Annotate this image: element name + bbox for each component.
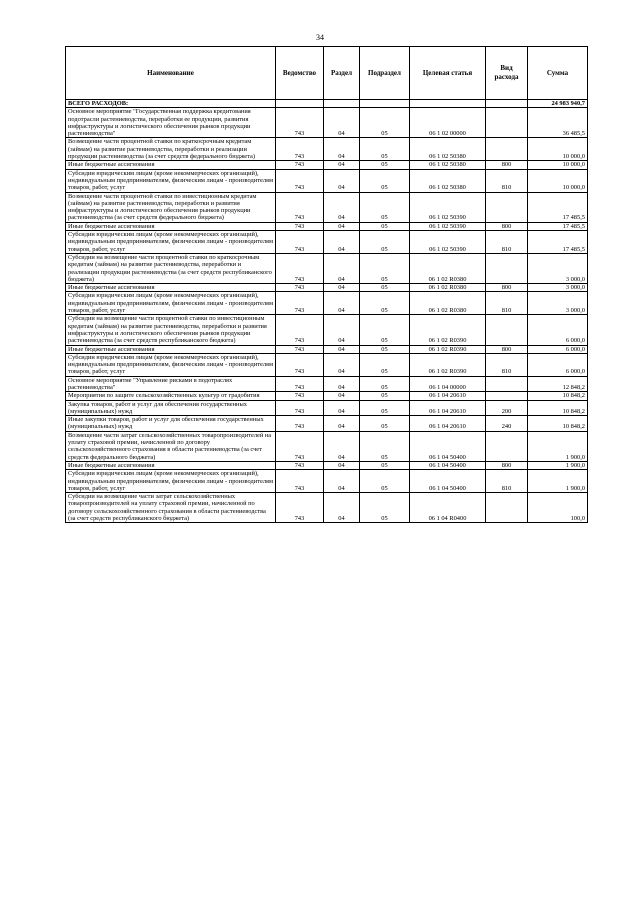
row-expense-type-cell [486,138,528,161]
row-name-cell: Субсидии юридическим лицам (кроме некоммерческих организаций), индивидуальным предпринимателям, физическим лицам - производителям товаров, работ, услуг [66,231,276,254]
row-amount-cell: 36 485,5 [528,108,588,138]
row-expense-type-cell [486,253,528,283]
row-expense-type-cell: 800 [486,345,528,353]
table-row [66,315,588,345]
row-amount-cell: 1 900,0 [528,461,588,469]
table-row [66,108,588,138]
row-expense-type-cell: 800 [486,222,528,230]
row-name-cell: Субсидии юридическим лицам (кроме некоммерческих организаций), индивидуальным предпринимателям, физическим лицам - производителям товаров, работ, услуг [66,470,276,493]
row-name-cell: Субсидии на возмещение части процентной ставки по краткосрочным кредитам (займам) на развитие растениеводства, переработки и реализации продукции растениеводства (за счет средств республиканского бюджета) [66,253,276,283]
row-department-cell: 743 [276,138,324,161]
row-department-cell: 743 [276,392,324,400]
row-department-cell: 743 [276,416,324,432]
row-amount-cell: 10 000,0 [528,161,588,169]
table-row [66,416,588,432]
row-target-cell: 06 1 02 R0380 [410,292,486,315]
row-target-cell: 06 1 02 50380 [410,169,486,192]
row-subsection-cell: 05 [360,284,410,292]
row-name-cell: Субсидии на возмещение части затрат сельскохозяйственных товаропроизводителей на уплату страховой премии, начисленной по договору сельскохозяйственного страхования в области растениеводства (за счет средств республиканского бюджета) [66,493,276,523]
row-expense-type-cell [486,493,528,523]
row-subsection-cell: 05 [360,108,410,138]
table-row [66,138,588,161]
row-subsection-cell: 05 [360,292,410,315]
header-target: Целевая статья [410,47,486,100]
table-row [66,231,588,254]
row-target-cell: 06 1 02 50390 [410,222,486,230]
row-section-cell: 04 [324,470,360,493]
row-expense-type-cell [486,392,528,400]
row-department-cell: 743 [276,493,324,523]
row-target-cell: 06 1 02 R0390 [410,315,486,345]
row-amount-cell: 100,0 [528,493,588,523]
table-row [66,392,588,400]
row-subsection-cell [360,100,410,108]
row-subsection-cell: 05 [360,353,410,376]
row-target-cell: 06 1 02 R0390 [410,345,486,353]
row-department-cell: 743 [276,431,324,461]
row-name-cell: Основное мероприятие "Государственная поддержка кредитования подотрасли растениеводства, переработки ее продукции, развития инфраструктуры и логистического обеспечения рынков продукции растениеводства" [66,108,276,138]
row-department-cell: 743 [276,345,324,353]
row-amount-cell: 17 485,5 [528,222,588,230]
row-subsection-cell: 05 [360,253,410,283]
row-target-cell: 06 1 02 00000 [410,108,486,138]
row-name-cell: Возмещение части затрат сельскохозяйственных товаропроизводителей на уплату страховой премии, начисленной по договору сельскохозяйственного страхования в области растениеводства (за счет средств федерального бюджета) [66,431,276,461]
row-target-cell: 06 1 02 R0380 [410,284,486,292]
row-section-cell: 04 [324,222,360,230]
row-department-cell: 743 [276,231,324,254]
row-target-cell: 06 1 04 20610 [410,416,486,432]
row-target-cell: 06 1 04 50400 [410,461,486,469]
table-row [66,253,588,283]
row-department-cell: 743 [276,292,324,315]
row-subsection-cell: 05 [360,345,410,353]
row-amount-cell: 10 848,2 [528,400,588,416]
row-name-cell: Субсидии юридическим лицам (кроме некоммерческих организаций), индивидуальным предпринимателям, физическим лицам - производителям товаров, работ, услуг [66,353,276,376]
row-expense-type-cell: 800 [486,461,528,469]
row-subsection-cell: 05 [360,493,410,523]
row-subsection-cell: 05 [360,376,410,392]
row-target-cell [410,100,486,108]
row-target-cell: 06 1 02 R0380 [410,253,486,283]
table-row [66,400,588,416]
row-section-cell: 04 [324,416,360,432]
header-name: Наименование [66,47,276,100]
row-amount-cell: 3 000,0 [528,284,588,292]
row-name-cell: Иные бюджетные ассигнования [66,345,276,353]
row-amount-cell: 6 000,0 [528,353,588,376]
table-row [66,376,588,392]
row-amount-cell: 3 000,0 [528,253,588,283]
row-amount-cell: 1 900,0 [528,470,588,493]
row-target-cell: 06 1 04 20610 [410,400,486,416]
table-body [66,100,588,523]
row-section-cell: 04 [324,284,360,292]
row-section-cell: 04 [324,292,360,315]
row-amount-cell: 3 000,0 [528,292,588,315]
header-subsection: Подраздел [360,47,410,100]
row-expense-type-cell: 810 [486,470,528,493]
row-target-cell: 06 1 02 50380 [410,161,486,169]
row-amount-cell: 10 848,2 [528,392,588,400]
row-target-cell: 06 1 04 50400 [410,470,486,493]
row-target-cell: 06 1 02 R0390 [410,353,486,376]
row-subsection-cell: 05 [360,461,410,469]
row-expense-type-cell: 800 [486,161,528,169]
row-target-cell: 06 1 04 00000 [410,376,486,392]
row-expense-type-cell [486,376,528,392]
row-department-cell: 743 [276,353,324,376]
row-amount-cell: 24 983 940,7 [528,100,588,108]
row-amount-cell: 6 000,0 [528,315,588,345]
row-name-cell: Иные закупки товаров, работ и услуг для обеспечения государственных (муниципальных) нужд [66,416,276,432]
table-row [66,161,588,169]
row-section-cell: 04 [324,192,360,222]
row-department-cell [276,100,324,108]
row-subsection-cell: 05 [360,231,410,254]
row-name-cell: Возмещение части процентной ставки по краткосрочным кредитам (займам) на развитие растениеводства, переработки и реализации продукции растениеводства (за счет средств федерального бюджета) [66,138,276,161]
row-expense-type-cell: 240 [486,416,528,432]
row-expense-type-cell: 810 [486,231,528,254]
row-target-cell: 06 1 04 50400 [410,431,486,461]
row-subsection-cell: 05 [360,138,410,161]
row-expense-type-cell [486,192,528,222]
row-subsection-cell: 05 [360,431,410,461]
row-section-cell: 04 [324,231,360,254]
row-target-cell: 06 1 04 R0400 [410,493,486,523]
table-row [66,461,588,469]
budget-table [65,46,588,523]
row-section-cell: 04 [324,461,360,469]
header-amount: Сумма [528,47,588,100]
row-section-cell: 04 [324,400,360,416]
row-expense-type-cell [486,315,528,345]
row-subsection-cell: 05 [360,470,410,493]
table-row [66,292,588,315]
row-section-cell: 04 [324,169,360,192]
row-section-cell: 04 [324,161,360,169]
row-name-cell: ВСЕГО РАСХОДОВ: [66,100,276,108]
row-name-cell: Субсидии юридическим лицам (кроме некоммерческих организаций), индивидуальным предпринимателям, физическим лицам - производителям товаров, работ, услуг [66,292,276,315]
row-department-cell: 743 [276,315,324,345]
row-section-cell: 04 [324,345,360,353]
row-subsection-cell: 05 [360,222,410,230]
row-section-cell: 04 [324,315,360,345]
row-target-cell: 06 1 02 50390 [410,231,486,254]
row-name-cell: Субсидии юридическим лицам (кроме некоммерческих организаций), индивидуальным предпринимателям, физическим лицам - производителям товаров, работ, услуг [66,169,276,192]
header-department: Ведомство [276,47,324,100]
row-name-cell: Возмещение части процентной ставки по инвестиционным кредитам (займам) на развитие растениеводства, переработки и развития инфраструктуры и логистического обеспечения рынков продукции растениеводства (за счет средств федерального бюджета) [66,192,276,222]
row-subsection-cell: 05 [360,416,410,432]
row-expense-type-cell [486,108,528,138]
row-expense-type-cell: 200 [486,400,528,416]
row-name-cell: Иные бюджетные ассигнования [66,161,276,169]
row-target-cell: 06 1 02 50380 [410,138,486,161]
row-expense-type-cell: 810 [486,292,528,315]
table-row [66,493,588,523]
row-department-cell: 743 [276,253,324,283]
row-department-cell: 743 [276,108,324,138]
row-section-cell: 04 [324,108,360,138]
row-department-cell: 743 [276,192,324,222]
row-expense-type-cell: 810 [486,353,528,376]
row-name-cell: Мероприятия по защите сельскохозяйственных культур от градобития [66,392,276,400]
row-name-cell: Субсидии на возмещение части процентной ставки по инвестиционным кредитам (займам) на развитие растениеводства, переработки и развития инфраструктуры и логистического обеспечения рынков продукции растениеводства (за счет средств республиканского бюджета) [66,315,276,345]
row-amount-cell: 17 485,5 [528,231,588,254]
row-section-cell: 04 [324,253,360,283]
table-row [66,284,588,292]
row-amount-cell: 10 000,0 [528,169,588,192]
row-department-cell: 743 [276,284,324,292]
row-section-cell: 04 [324,392,360,400]
row-expense-type-cell [486,100,528,108]
table-row [66,431,588,461]
row-section-cell: 04 [324,493,360,523]
row-amount-cell: 10 000,0 [528,138,588,161]
row-department-cell: 743 [276,376,324,392]
row-department-cell: 743 [276,161,324,169]
page-number: 34 [316,33,324,42]
row-name-cell: Иные бюджетные ассигнования [66,222,276,230]
table-row [66,222,588,230]
table-header-row [66,47,588,100]
row-subsection-cell: 05 [360,315,410,345]
row-department-cell: 743 [276,169,324,192]
row-name-cell: Иные бюджетные ассигнования [66,284,276,292]
row-section-cell: 04 [324,431,360,461]
header-section: Раздел [324,47,360,100]
row-amount-cell: 12 848,2 [528,376,588,392]
row-section-cell: 04 [324,376,360,392]
row-subsection-cell: 05 [360,169,410,192]
table-row [66,470,588,493]
row-section-cell: 04 [324,138,360,161]
table-row [66,169,588,192]
row-subsection-cell: 05 [360,161,410,169]
total-row [66,100,588,108]
table-row [66,192,588,222]
table-row [66,353,588,376]
row-subsection-cell: 05 [360,392,410,400]
row-expense-type-cell: 800 [486,284,528,292]
row-amount-cell: 10 848,2 [528,416,588,432]
row-department-cell: 743 [276,222,324,230]
row-section-cell [324,100,360,108]
row-amount-cell: 17 485,5 [528,192,588,222]
row-name-cell: Иные бюджетные ассигнования [66,461,276,469]
row-target-cell: 06 1 04 20610 [410,392,486,400]
row-department-cell: 743 [276,461,324,469]
row-name-cell: Основное мероприятие "Управление рисками в подотраслях растениеводства" [66,376,276,392]
row-subsection-cell: 05 [360,400,410,416]
row-subsection-cell: 05 [360,192,410,222]
row-section-cell: 04 [324,353,360,376]
row-department-cell: 743 [276,470,324,493]
table-row [66,345,588,353]
row-amount-cell: 1 900,0 [528,431,588,461]
header-expense-type: Вид расхода [486,47,528,100]
row-target-cell: 06 1 02 50390 [410,192,486,222]
row-amount-cell: 6 000,0 [528,345,588,353]
row-name-cell: Закупка товаров, работ и услуг для обеспечения государственных (муниципальных) нужд [66,400,276,416]
row-department-cell: 743 [276,400,324,416]
row-expense-type-cell: 810 [486,169,528,192]
row-expense-type-cell [486,431,528,461]
